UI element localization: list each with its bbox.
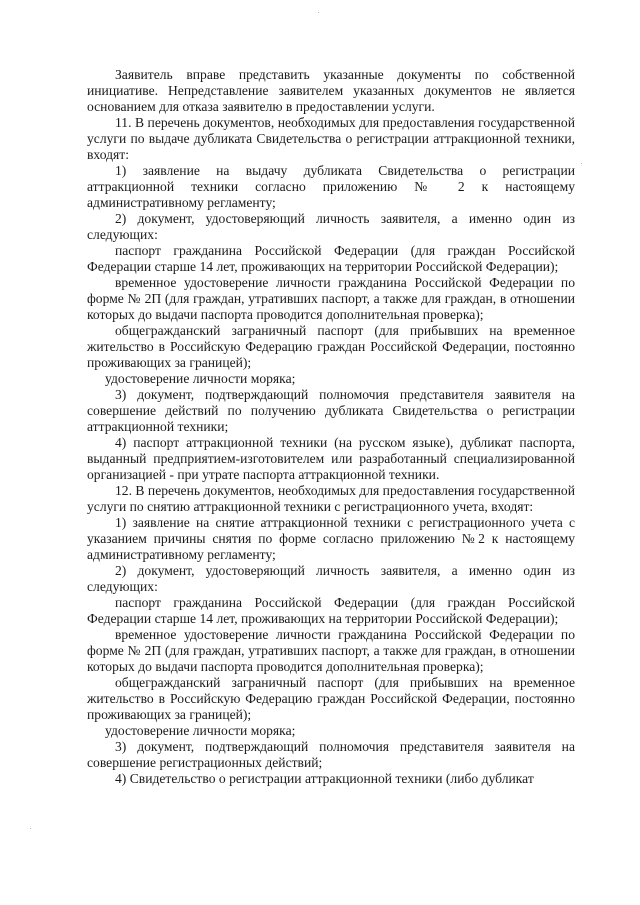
id-option-foreign-passport: общегражданский заграничный паспорт (для прибывших на временное жительство в Российскую Федерацию граждан Российской Федерации, постоянно проживающих за границей); (87, 323, 575, 370)
list-item-11-4: 4) паспорт аттракционной техники (на русском языке), дубликат паспорта, выданный предприятием-изготовителем или разработанный специализированной организацией - при утрате паспорта аттракционной техники. (87, 435, 575, 482)
list-item-12-1: 1) заявление на снятие аттракционной техники с регистрационного учета с указанием причины снятия по форме согласно приложению №2 к настоящему административному регламенту; (87, 515, 575, 562)
list-item-11-1: 1) заявление на выдачу дубликата Свидетельства о регистрации аттракционной техники согласно приложению № 2 к настоящему административному регламенту; (87, 163, 575, 210)
list-item-12-4: 4) Свидетельство о регистрации аттракционной техники (либо дубликат (115, 771, 534, 786)
id-option-temporary-certificate-2: временное удостоверение личности гражданина Российской Федерации по форме № 2П (для граждан, утративших паспорт, а также для граждан, в отношении которых до выдачи паспорта проводится дополнительная проверка); (87, 627, 575, 674)
list-item-12-3: 3) документ, подтверждающий полномочия представителя заявителя на совершение регистрационных действий; (87, 739, 575, 770)
id-option-passport: паспорт гражданина Российской Федерации (для граждан Российской Федерации старше 14 лет, проживающих на территории Российской Федерации); (87, 243, 575, 274)
list-item-12-2: 2) документ, удостоверяющий личность заявителя, а именно один из следующих: (87, 563, 575, 594)
id-option-seaman-id: удостоверение личности моряка; (105, 371, 296, 386)
paragraph-12-heading: 12. В перечень документов, необходимых для предоставления государственной услуги по снятию аттракционной техники с регистрационного учета, входят: (87, 483, 575, 514)
list-item-11-2: 2) документ, удостоверяющий личность заявителя, а именно один из следующих: (87, 211, 575, 242)
id-option-seaman-id-2: удостоверение личности моряка; (105, 723, 296, 738)
scan-speck (581, 163, 582, 164)
scan-speck (30, 828, 31, 829)
id-option-foreign-passport-2: общегражданский заграничный паспорт (для прибывших на временное жительство в Российскую Федерацию граждан Российской Федерации, постоянно проживающих за границей); (87, 675, 575, 722)
scan-speck (318, 12, 319, 13)
paragraph-initiative-note: Заявитель вправе представить указанные документы по собственной инициативе. Непредставление заявителем указанных документов не является основанием для отказа заявителю в предоставлении услуги. (87, 67, 575, 114)
paragraph-11-heading: 11. В перечень документов, необходимых для предоставления государственной услуги по выдаче дубликата Свидетельства о регистрации аттракционной техники, входят: (87, 115, 575, 162)
list-item-11-3: 3) документ, подтверждающий полномочия представителя заявителя на совершение действий по получению дубликата Свидетельства о регистрации аттракционной техники; (87, 387, 575, 434)
id-option-temporary-certificate: временное удостоверение личности гражданина Российской Федерации по форме № 2П (для граждан, утративших паспорт, а также для граждан, в отношении которых до выдачи паспорта проводится дополнительная проверка); (87, 275, 575, 322)
document-body (87, 67, 575, 787)
id-option-passport-2: паспорт гражданина Российской Федерации (для граждан Российской Федерации старше 14 лет, проживающих на территории Российской Федерации); (87, 595, 575, 626)
